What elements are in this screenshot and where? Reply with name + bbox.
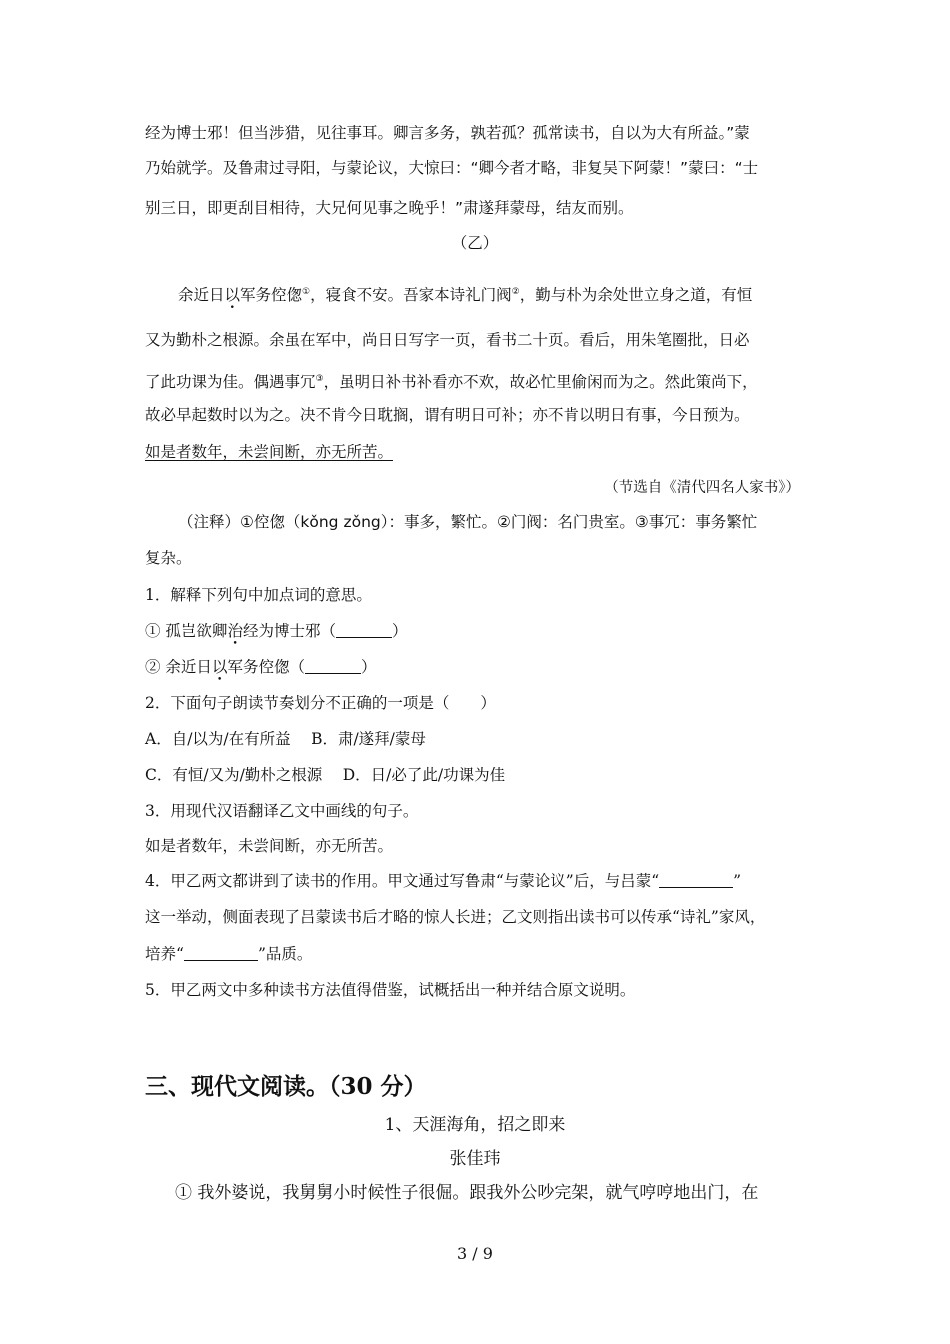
dotted-character: 治 [227, 622, 243, 640]
question-4-line-3: 培养“ ”品质。 [145, 945, 313, 963]
notes-line-2: 复杂。 [145, 549, 192, 567]
passage-yi-line-1: 余近日以军务倥偬①，寝食不安。吾家本诗礼门阀②，勤与朴为余处世立身之道，有恒 [178, 286, 753, 304]
passage-source: （节选自《清代四名人家书》） [604, 480, 800, 496]
question-1a: ① 孤岂欲卿治经为博士邪（ ） [145, 622, 408, 640]
dotted-character: 以 [211, 658, 228, 676]
question-1b: ② 余近日以军务倥偬（ ） [145, 658, 377, 676]
question-4-line-2: 这一举动，侧面表现了吕蒙读书后才略的惊人长进；乙文则指出读书可以传承“诗礼”家风， [145, 908, 766, 926]
article-author: 张佳玮 [449, 1149, 501, 1169]
answer-blank[interactable] [305, 659, 361, 674]
passage-jia-line-2: 乃始就学。及鲁肃过寻阳，与蒙论议，大惊曰：“卿今者才略，非复吴下阿蒙！”蒙曰：“士 [145, 159, 759, 177]
page-number: 3 / 9 [457, 1244, 493, 1263]
passage-yi-line-4: 故必早起数时以为之。决不肯今日耽搁，谓有明日可补；亦不肯以明日有事，今日预为。 [145, 406, 750, 424]
question-2-options-cd: C．有恒/又为/勤朴之根源 D．日/必了此/功课为佳 [145, 766, 506, 784]
question-2-options-ab: A．自/以为/在有所益 B．肃/遂拜/蒙母 [145, 730, 426, 748]
answer-blank[interactable] [184, 946, 258, 961]
question-1: 1．解释下列句中加点词的意思。 [145, 586, 372, 604]
question-3: 3．用现代汉语翻译乙文中画线的句子。 [145, 802, 419, 820]
notes-line-1: （注释）①倥偬（kǒng zǒng）：事多，繁忙。②门阀：名门贵室。③事冗：事务繁忙 [178, 513, 758, 531]
passage-yi-label: （乙） [451, 234, 499, 252]
passage-jia-line-1: 经为博士邪！但当涉猎，见往事耳。卿言多务，孰若孤？孤常读书，自以为大有所益。”蒙 [145, 124, 750, 142]
section-3-heading: 三、现代文阅读。（30 分） [145, 1073, 427, 1100]
passage-yi-line-2: 又为勤朴之根源。余虽在军中，尚日日写字一页，看书二十页。看后，用朱笔圈批，日必 [145, 331, 750, 349]
question-5: 5．甲乙两文中多种读书方法值得借鉴，试概括出一种并结合原文说明。 [145, 981, 636, 999]
answer-blank[interactable] [659, 873, 733, 888]
article-paragraph-1: ① 我外婆说，我舅舅小时候性子很倔。跟我外公吵完架，就气哼哼地出门，在 [175, 1183, 759, 1203]
question-2: 2．下面句子朗读节奏划分不正确的一项是（ ） [145, 694, 496, 712]
underlined-sentence: 如是者数年，未尝间断，亦无所苦。 [145, 443, 394, 461]
dotted-character: 以 [224, 286, 241, 304]
passage-yi-line-3: 了此功课为佳。偶遇事冗③，虽明日补书补看亦不欢，故必忙里偷闲而为之。然此策尚下， [145, 373, 758, 391]
passage-jia-line-3: 别三日，即更刮目相待，大兄何见事之晚乎！”肃遂拜蒙母，结友而别。 [145, 199, 634, 217]
question-3-sentence: 如是者数年，未尝间断，亦无所苦。 [145, 837, 394, 855]
answer-blank[interactable] [336, 623, 392, 638]
article-title: 1、天涯海角，招之即来 [384, 1115, 566, 1135]
question-4-line-1: 4．甲乙两文都讲到了读书的作用。甲文通过写鲁肃“与蒙论议”后，与吕蒙“ ” [145, 872, 742, 890]
